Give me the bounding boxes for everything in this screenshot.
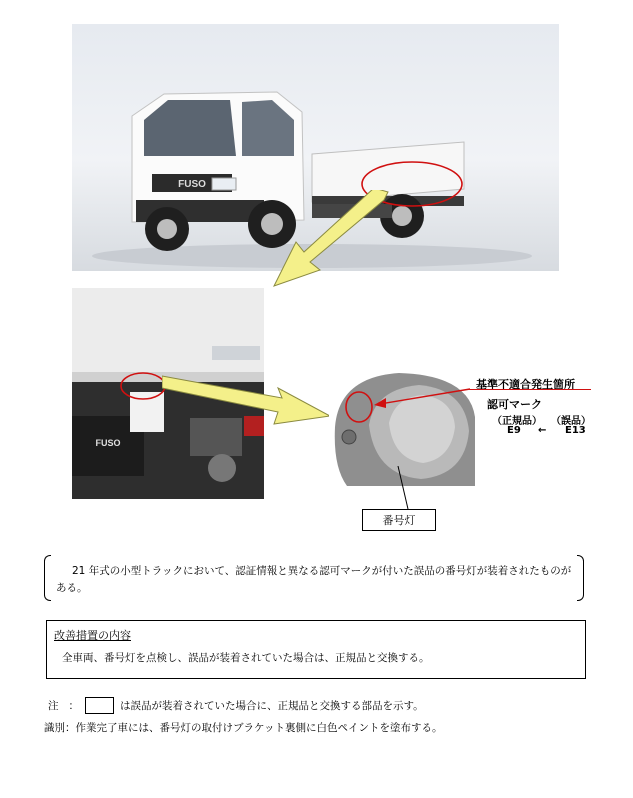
- callout-pointer-arrow: [370, 384, 472, 412]
- remedy-text: 全車両、番号灯を点検し、誤品が装着されていた場合は、正規品と交換する。: [62, 652, 430, 664]
- defect-location-underline: [468, 389, 591, 390]
- defect-location-title: 基準不適合発生箇所: [476, 378, 575, 391]
- detail-brand-text: FUSO: [95, 438, 121, 448]
- correct-mark-code: E9: [507, 425, 521, 436]
- wrong-part-label: （誤品）: [551, 416, 591, 427]
- defect-description: 21 年式の小型トラックにおいて、認証情報と異なる認可マークが付いた誤品の番号灯が装着されたものがある。: [56, 565, 572, 594]
- note-label: 注: [48, 700, 59, 712]
- part-label-leader: [396, 466, 416, 510]
- note-legend-box: [85, 697, 114, 714]
- arrow-detail-to-lamp: [162, 372, 332, 428]
- note-text: は誤品が装着されていた場合に、正規品と交換する部品を示す。: [120, 700, 424, 712]
- note-separator: ：: [68, 700, 79, 712]
- truck-brand-text: FUSO: [178, 179, 206, 190]
- arrow-truck-to-detail: [270, 190, 390, 290]
- part-name-label: 番号灯: [362, 509, 436, 531]
- remedy-title: 改善措置の内容: [54, 629, 131, 642]
- identification-text: 識別：作業完了車には、番号灯の取付けブラケット裏側に白色ペイントを塗布する。: [44, 722, 443, 734]
- approval-mark-label: 認可マーク: [487, 398, 542, 411]
- wrong-mark-code: E13: [565, 425, 586, 436]
- note-row: [48, 697, 424, 714]
- correct-part-label: （正規品）: [492, 416, 542, 427]
- left-arrow-icon: ←: [538, 425, 547, 436]
